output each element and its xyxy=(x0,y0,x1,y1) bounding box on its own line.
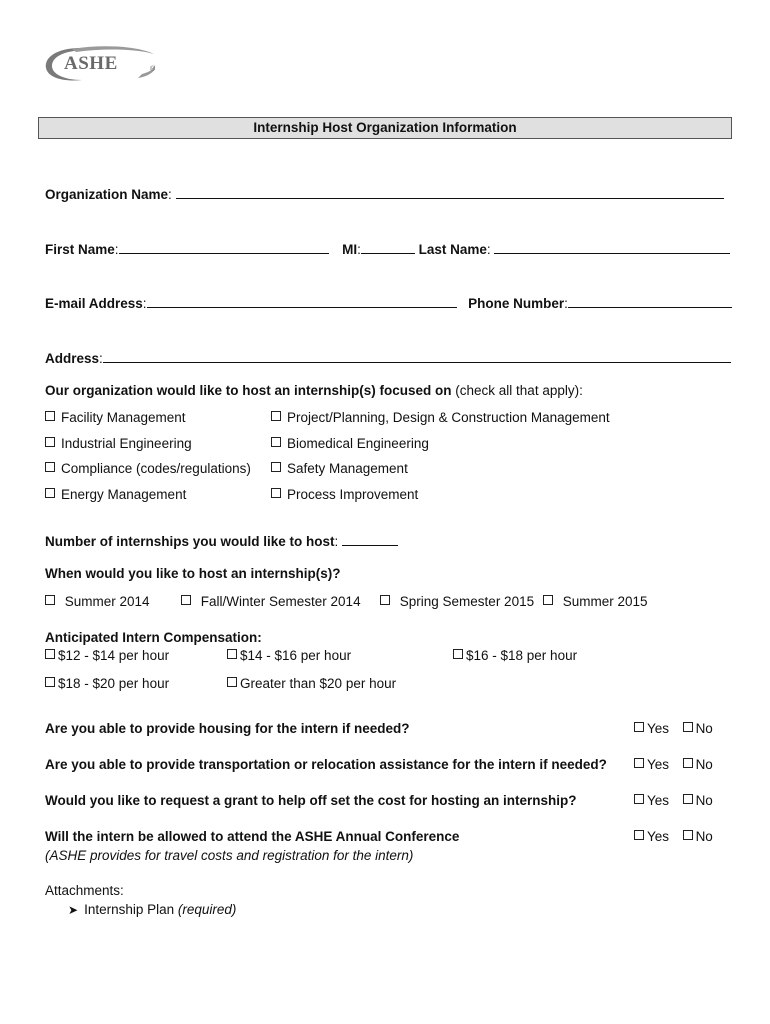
yes-label: Yes xyxy=(647,757,670,772)
first-name-field[interactable] xyxy=(119,239,329,254)
transportation-yes-no xyxy=(634,757,713,772)
focus-option-label: Industrial Engineering xyxy=(61,436,192,451)
when-option-label: Spring Semester 2015 xyxy=(399,594,535,609)
attachment-item xyxy=(68,902,236,917)
when-option[interactable] xyxy=(45,594,150,609)
checkbox[interactable] xyxy=(181,595,191,605)
name-row: First Name: MI: Last Name: xyxy=(45,239,730,257)
first-name-label: First Name xyxy=(45,242,115,257)
ashe-logo xyxy=(42,44,162,84)
conference-yes-no xyxy=(634,829,713,844)
org-name-row: Organization Name: xyxy=(45,184,724,202)
focus-option[interactable] xyxy=(45,410,186,425)
no-checkbox[interactable] xyxy=(683,758,693,768)
compensation-option[interactable] xyxy=(45,648,169,663)
checkbox[interactable] xyxy=(227,649,237,659)
transportation-question: Are you able to provide transportation or relocation assistance for the intern if needed? xyxy=(45,757,607,772)
arrow-bullet-icon: ➤ xyxy=(68,903,79,917)
focus-option[interactable] xyxy=(45,461,251,476)
focus-option-label: Biomedical Engineering xyxy=(287,436,429,451)
attachment-item-note: (required) xyxy=(177,902,237,917)
address-field[interactable] xyxy=(103,348,731,363)
compensation-option[interactable] xyxy=(227,676,396,691)
checkbox[interactable] xyxy=(380,595,390,605)
focus-question-note: (check all that apply): xyxy=(455,383,583,398)
checkbox[interactable] xyxy=(271,488,281,498)
checkbox[interactable] xyxy=(45,462,55,472)
checkbox[interactable] xyxy=(271,411,281,421)
when-option[interactable] xyxy=(380,594,534,609)
compensation-option-label: $14 - $16 per hour xyxy=(240,648,352,663)
num-internships-field[interactable] xyxy=(342,531,398,546)
compensation-option-label: $12 - $14 per hour xyxy=(58,648,170,663)
last-name-field[interactable] xyxy=(494,239,730,254)
when-option[interactable] xyxy=(181,594,361,609)
checkbox[interactable] xyxy=(45,411,55,421)
focus-option[interactable] xyxy=(271,410,610,425)
checkbox[interactable] xyxy=(45,437,55,447)
compensation-option[interactable] xyxy=(227,648,351,663)
no-label: No xyxy=(695,829,713,844)
checkbox[interactable] xyxy=(271,437,281,447)
no-label: No xyxy=(695,793,713,808)
contact-row: E-mail Address: Phone Number: xyxy=(45,293,732,311)
email-label: E-mail Address xyxy=(45,296,143,311)
logo-registered-mark: ® xyxy=(150,66,156,73)
last-name-label: Last Name xyxy=(418,242,487,257)
when-option-label: Fall/Winter Semester 2014 xyxy=(200,594,361,609)
yes-label: Yes xyxy=(647,829,670,844)
focus-question-text: Our organization would like to host an internship(s) focused on xyxy=(45,383,452,398)
email-field[interactable] xyxy=(147,293,457,308)
grant-yes-no xyxy=(634,793,713,808)
compensation-option[interactable] xyxy=(45,676,169,691)
checkbox[interactable] xyxy=(543,595,553,605)
when-option-label: Summer 2015 xyxy=(562,594,648,609)
checkbox[interactable] xyxy=(45,595,55,605)
checkbox[interactable] xyxy=(453,649,463,659)
address-label: Address xyxy=(45,351,100,366)
yes-checkbox[interactable] xyxy=(634,758,644,768)
focus-option-label: Energy Management xyxy=(61,487,187,502)
when-option[interactable] xyxy=(543,594,648,609)
compensation-label: Anticipated Intern Compensation: xyxy=(45,630,262,645)
compensation-option-label: $16 - $18 per hour xyxy=(466,648,578,663)
grant-question: Would you like to request a grant to help off set the cost for hosting an internship? xyxy=(45,793,577,808)
conference-question: Will the intern be allowed to attend the ASHE Annual Conference xyxy=(45,829,460,844)
attachments-label: Attachments: xyxy=(45,883,124,898)
org-name-field[interactable] xyxy=(176,184,724,199)
conference-note: (ASHE provides for travel costs and registration for the intern) xyxy=(45,848,414,863)
compensation-option-label: Greater than $20 per hour xyxy=(240,676,397,691)
when-question: When would you like to host an internship(s)? xyxy=(45,566,341,581)
mi-field[interactable] xyxy=(361,239,415,254)
compensation-option-label: $18 - $20 per hour xyxy=(58,676,170,691)
phone-field[interactable] xyxy=(568,293,732,308)
yes-label: Yes xyxy=(647,793,670,808)
focus-question xyxy=(45,383,583,398)
focus-option-label: Project/Planning, Design & Construction Management xyxy=(287,410,610,425)
no-checkbox[interactable] xyxy=(683,830,693,840)
focus-option-label: Process Improvement xyxy=(287,487,419,502)
attachment-item-label: Internship Plan xyxy=(84,902,175,917)
housing-yes-no xyxy=(634,721,713,736)
checkbox[interactable] xyxy=(271,462,281,472)
focus-option[interactable] xyxy=(271,487,418,502)
checkbox[interactable] xyxy=(45,677,55,687)
mi-label: MI xyxy=(342,242,358,257)
yes-checkbox[interactable] xyxy=(634,830,644,840)
focus-option[interactable] xyxy=(271,436,429,451)
focus-option[interactable] xyxy=(45,487,186,502)
org-name-label: Organization Name xyxy=(45,187,169,202)
no-label: No xyxy=(695,721,713,736)
phone-label: Phone Number xyxy=(468,296,565,311)
yes-checkbox[interactable] xyxy=(634,722,644,732)
no-checkbox[interactable] xyxy=(683,794,693,804)
focus-option[interactable] xyxy=(271,461,408,476)
focus-option[interactable] xyxy=(45,436,192,451)
focus-option-label: Compliance (codes/regulations) xyxy=(61,461,251,476)
when-option-label: Summer 2014 xyxy=(64,594,150,609)
checkbox[interactable] xyxy=(45,488,55,498)
page-title: Internship Host Organization Information xyxy=(38,117,732,139)
focus-option-label: Facility Management xyxy=(61,410,186,425)
checkbox[interactable] xyxy=(45,649,55,659)
logo-text: ASHE xyxy=(64,53,118,74)
housing-question: Are you able to provide housing for the intern if needed? xyxy=(45,721,410,736)
focus-option-label: Safety Management xyxy=(287,461,408,476)
no-checkbox[interactable] xyxy=(683,722,693,732)
num-internships-label: Number of internships you would like to host xyxy=(45,534,335,549)
num-internships-row: Number of internships you would like to host: xyxy=(45,531,398,549)
yes-label: Yes xyxy=(647,721,670,736)
checkbox[interactable] xyxy=(227,677,237,687)
no-label: No xyxy=(695,757,713,772)
yes-checkbox[interactable] xyxy=(634,794,644,804)
address-row: Address: xyxy=(45,348,731,366)
compensation-option[interactable] xyxy=(453,648,577,663)
